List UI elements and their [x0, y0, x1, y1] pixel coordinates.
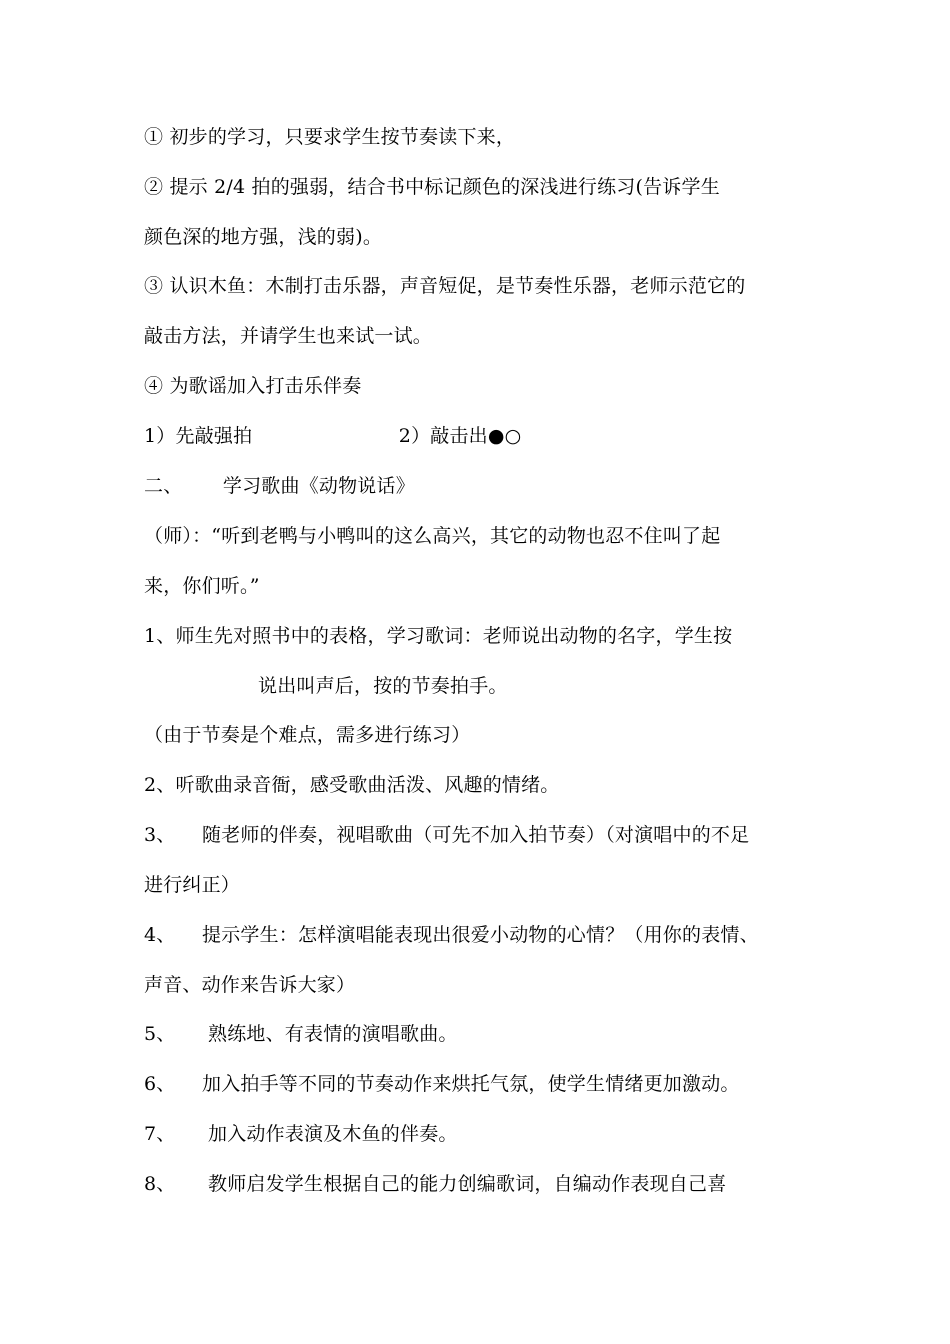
step-4-line: ④ 为歌谣加入打击乐伴奏: [144, 375, 362, 397]
item-4-line: [144, 922, 759, 948]
item-4-line-cont: 声音、动作来告诉大家）: [144, 974, 356, 996]
item-5-text: 熟练地、有表情的演唱歌曲。: [208, 1023, 458, 1045]
teacher-quote-cont: 来，你们听。”: [144, 575, 260, 597]
item-3-line-cont: 进行纠正）: [144, 874, 241, 896]
section-heading: [144, 473, 415, 499]
item-1-note: （由于节奏是个难点，需多进行练习）: [144, 724, 471, 746]
teacher-quote: （师）：“听到老鸭与小鸭叫的这么高兴，其它的动物也忍不住叫了起: [144, 525, 721, 547]
item-6-line: [144, 1071, 740, 1097]
item-7-number: 7、: [144, 1123, 176, 1145]
accompaniment-step-1: 1）先敲强拍: [144, 425, 253, 447]
step-3-line-cont: 敲击方法，并请学生也来试一试。: [144, 325, 433, 347]
section-title: 学习歌曲《动物说话》: [222, 475, 415, 497]
item-7-text: 加入动作表演及木鱼的伴奏。: [208, 1123, 458, 1145]
item-7-line: [144, 1121, 458, 1147]
item-5-line: [144, 1021, 458, 1047]
item-1-line-cont: 说出叫声后，按的节奏拍手。: [258, 675, 508, 697]
item-5-number: 5、: [144, 1023, 176, 1045]
item-3-line: [144, 822, 749, 848]
item-3-text: 随老师的伴奏，视唱歌曲（可先不加入拍节奏）（对演唱中的不足: [202, 824, 750, 846]
item-4-text: 提示学生：怎样演唱能表现出很爱小动物的心情？（用你的表情、: [202, 924, 759, 946]
item-2-line: 2、听歌曲录音衙，感受歌曲活泼、风趣的情绪。: [144, 774, 560, 796]
item-8-number: 8、: [144, 1173, 176, 1195]
item-6-number: 6、: [144, 1073, 176, 1095]
section-number: 二、: [144, 475, 183, 497]
item-6-text: 加入拍手等不同的节奏动作来烘托气氛，使学生情绪更加激动。: [202, 1073, 740, 1095]
step-1-line: ① 初步的学习，只要求学生按节奏读下来，: [144, 126, 516, 148]
accompaniment-step-2: 2）敲击出●○: [398, 425, 522, 447]
item-4-number: 4、: [144, 924, 176, 946]
item-3-number: 3、: [144, 824, 176, 846]
item-8-text: 教师启发学生根据自己的能力创编歌词，自编动作表现自己喜: [208, 1173, 727, 1195]
step-2-line-cont: 颜色深的地方强，浅的弱)。: [144, 226, 383, 248]
item-8-line: [144, 1171, 726, 1197]
step-3-line: ③ 认识木鱼：木制打击乐器，声音短促，是节奏性乐器，老师示范它的: [144, 275, 746, 297]
step-2-line: ② 提示 2/4 拍的强弱，结合书中标记颜色的深浅进行练习(告诉学生: [144, 176, 720, 198]
accompaniment-steps: [144, 423, 521, 449]
item-1-line: 1、师生先对照书中的表格，学习歌词：老师说出动物的名字，学生按: [144, 625, 733, 647]
